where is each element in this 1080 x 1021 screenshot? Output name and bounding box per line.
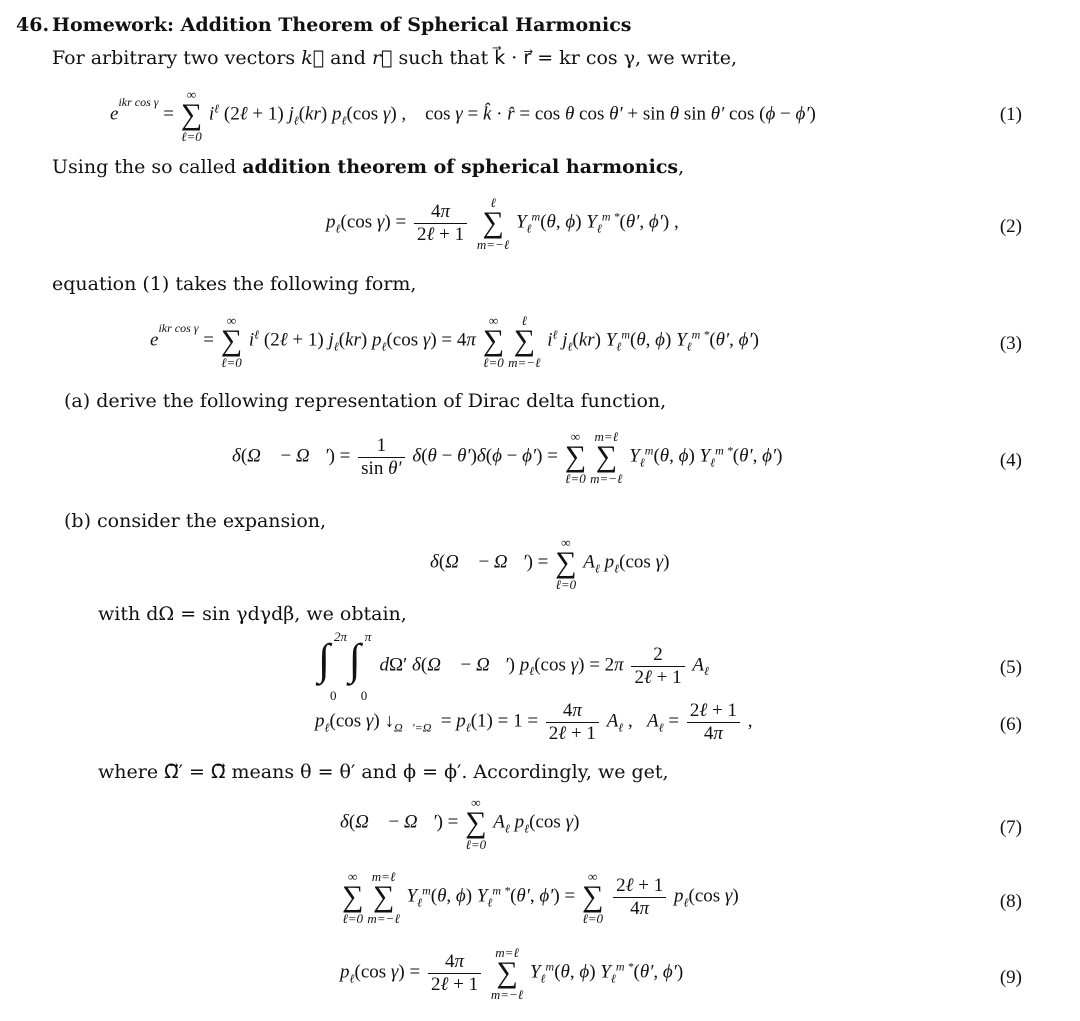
equation-3-label: (3) [999, 333, 1022, 354]
equation-8-label: (8) [999, 891, 1022, 912]
followed-line: equation (1) takes the following form, [52, 273, 417, 295]
equation-9: $p_\ell(\cos$ γ) = $\frac{4\pi}{\text{2ℓ + 1}}$ m=ℓ ∑ m=−ℓ $Y_\ell^m(\theta$, ϕ) $Y_\ell^{m *}(\theta'$, ϕ′) [340, 945, 684, 1002]
equation-2: $p_\ell(\cos$ γ) = $\frac{4\pi}{\text{2ℓ + 1}}$ ℓ ∑ m=−ℓ $Y_\ell^m(\theta$, ϕ) $Y_\ell^{m *}(\theta'$, ϕ′) , [326, 195, 679, 252]
equation-1: $e^{ikr cos \gamma}$ = ∞ ∑ ℓ=0 $i^\ell$ (2ℓ + 1) $j_\ell(kr)$ $p_\ell(\cos$ γ) , cos γ = k̂ · r̂ = cos θ cos θ′ + sin θ sin θ′ cos (ϕ − ϕ′) [110, 87, 816, 144]
section-title: Homework: Addition Theorem of Spherical Harmonics [52, 14, 632, 36]
equation-4: δ(Ω⃗ − Ω⃗′) = $\frac{1}{\text{sin θ′}}$ δ(θ − θ′)δ(ϕ − ϕ′) = ∞ ∑ ℓ=0 m=ℓ ∑ m=−ℓ $Y_\ell^m(\theta$, ϕ) $Y_\ell^{m *}(\theta'$, ϕ′) [232, 429, 783, 486]
equation-9-label: (9) [999, 967, 1022, 988]
intro-condition: k⃗ · r⃗ = kr cos γ, we write, [494, 47, 738, 69]
expansion-equation: δ(Ω⃗ − Ω⃗′) = ∞ ∑ ℓ=0 $A_\ell$ $p_\ell(\cos$ γ) [430, 535, 670, 592]
equation-7-label: (7) [999, 817, 1022, 838]
equation-7: δ(Ω⃗ − Ω⃗′) = ∞ ∑ ℓ=0 $A_\ell$ $p_\ell(\cos$ γ) [340, 795, 580, 852]
using-line: Using the so called addition theorem of spherical harmonics, [52, 156, 685, 178]
equation-3: $e^{ikr cos \gamma}$ = ∞ ∑ ℓ=0 $i^\ell$ (2ℓ + 1) $j_\ell(kr)$ $p_\ell(\cos$ γ) = 4π ∞ ∑ ℓ=0 ℓ ∑ m=−ℓ $i^\ell$ $j_\ell(kr)$ $Y_\ell^m(\theta$, ϕ) $Y_\ell^{m *}(\theta'$, ϕ′) [150, 313, 759, 370]
equation-5-label: (5) [999, 657, 1022, 678]
with-domega-line: with dΩ = sin γdγdβ, we obtain, [98, 603, 407, 625]
equation-2-label: (2) [999, 216, 1022, 237]
part-a-text: (a) derive the following representation of Dirac delta function, [64, 390, 667, 412]
equation-5: ∫ 2π 0 ∫ π 0 dΩ′ δ(Ω⃗ − Ω⃗′) $p_\ell(\cos$ γ) = 2π $\frac{2}{\text{2ℓ + 1}}$ $A_\ell$ [318, 629, 709, 703]
intro-line: For arbitrary two vectors k⃗ and r⃗ such that k⃗ · r⃗ = kr cos γ, we write, [52, 47, 738, 69]
part-b-text: (b) consider the expansion, [64, 510, 327, 532]
equation-4-label: (4) [999, 450, 1022, 471]
equation-6: $p_\ell(\cos$ γ) $↓_{\Omega⃗'=\Omega⃗}= p_\ell(1) = 1$ = $\frac{4\pi}{\text{2ℓ + 1}}$ $A_\ell$ , $A_\ell$ = $\frac{\text{2ℓ + 1}}{4\pi}$ , [315, 700, 753, 744]
equation-8: ∞ ∑ ℓ=0 m=ℓ ∑ m=−ℓ $Y_\ell^m(\theta$, ϕ) $Y_\ell^{m *}(\theta'$, ϕ′) = ∞ ∑ ℓ=0 $\frac{\text{2ℓ + 1}}{4\pi}$ $p_\ell(\cos$ γ) [342, 869, 739, 926]
where-line: where Ω⃗′ = Ω⃗ means θ = θ′ and ϕ = ϕ′. Accordingly, we get, [98, 761, 669, 783]
section-number: 46. [16, 14, 50, 36]
equation-6-label: (6) [999, 714, 1022, 735]
equation-1-label: (1) [999, 104, 1022, 125]
